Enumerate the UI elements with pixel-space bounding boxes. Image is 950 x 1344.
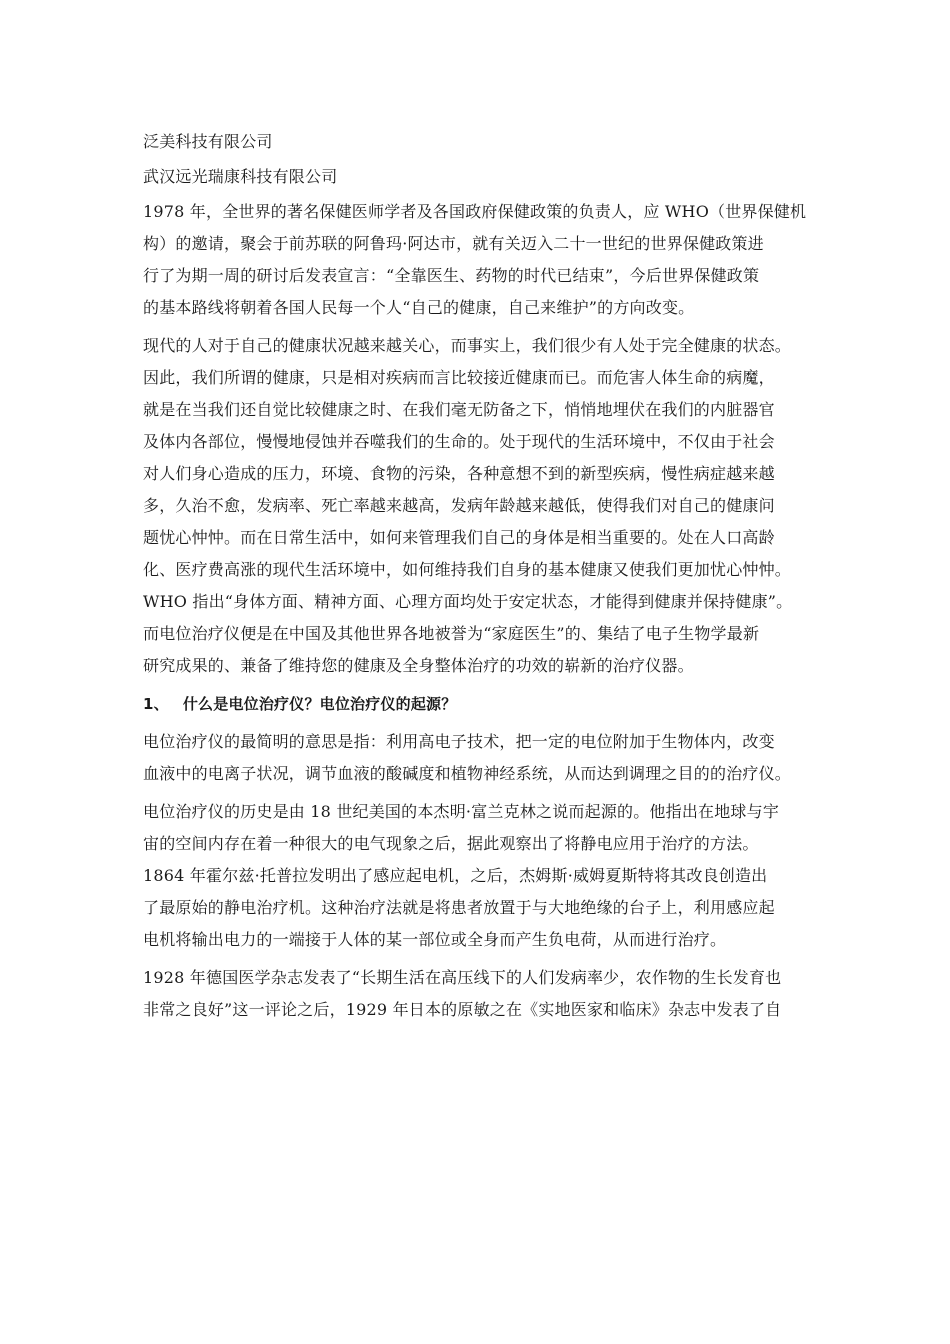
paragraph-line: 了最原始的静电治疗机。这种治疗法就是将患者放置于与大地绝缘的台子上，利用感应起 [143,898,775,917]
paragraph-line: 研究成果的、兼备了维持您的健康及全身整体治疗的功效的崭新的治疗仪器。 [143,656,694,675]
paragraph-line: 因此，我们所谓的健康，只是相对疾病而言比较接近健康而已。而危害人体生命的病魔， [143,368,775,387]
paragraph-line: 而电位治疗仪便是在中国及其他世界各地被誉为“家庭医生”的、集结了电子生物学最新 [143,624,760,643]
paragraph-line: 宙的空间内存在着一种很大的电气现象之后，据此观察出了将静电应用于治疗的方法。 [143,834,759,853]
germany-paragraph [143,962,813,1026]
paragraph-line: 化、医疗费高涨的现代生活环境中，如何维持我们自身的基本健康又使我们更加忧心忡忡。 [143,560,792,579]
health-paragraph [143,330,813,682]
intro-paragraph [143,196,813,324]
paragraph-line: 1928 年德国医学杂志发表了“长期生活在高压线下的人们发病率少，农作物的生长发育也 [143,968,782,987]
company-line: 武汉远光瑞康科技有限公司 [143,167,338,186]
paragraph-line: 电位治疗仪的最简明的意思是指：利用高电子技术，把一定的电位附加于生物体内，改变 [143,732,775,751]
section-title: 什么是电位治疗仪？电位治疗仪的起源？ [182,695,457,713]
document-page [143,126,813,1032]
paragraph-line: 电位治疗仪的历史是由 18 世纪美国的本杰明·富兰克林之说而起源的。他指出在地球与宇 [143,802,780,821]
paragraph-line: 现代的人对于自己的健康状况越来越关心，而事实上，我们很少有人处于完全健康的状态。 [143,336,792,355]
section-number: 1、 [143,695,169,713]
paragraph-line: 构）的邀请，聚会于前苏联的阿鲁玛·阿达市，就有关迈入二十一世纪的世界保健政策进 [143,234,764,253]
history-paragraph [143,796,813,956]
section-heading [143,688,813,720]
company-name-1 [143,126,813,158]
paragraph-line: 就是在当我们还自觉比较健康之时、在我们毫无防备之下，悄悄地埋伏在我们的内脏器官 [143,400,775,419]
paragraph-line: 1978 年，全世界的著名保健医师学者及各国政府保健政策的负责人，应 WHO（世界保健机 [143,202,807,221]
paragraph-line: WHO 指出“身体方面、精神方面、心理方面均处于安定状态，才能得到健康并保持健康”。 [143,592,793,611]
paragraph-line: 题忧心忡忡。而在日常生活中，如何来管理我们自己的身体是相当重要的。处在人口高龄 [143,528,775,547]
company-name-2 [143,161,813,193]
paragraph-line: 行了为期一周的研讨后发表宣言：“全靠医生、药物的时代已结束”，今后世界保健政策 [143,266,760,285]
section-heading-line [143,688,813,720]
paragraph-line: 血液中的电离子状况，调节血液的酸碱度和植物神经系统，从而达到调理之目的的治疗仪。 [143,764,792,783]
paragraph-line: 电机将输出电力的一端接于人体的某一部位或全身而产生负电荷，从而进行治疗。 [143,930,727,949]
paragraph-line: 多，久治不愈，发病率、死亡率越来越高，发病年龄越来越低，使得我们对自己的健康问 [143,496,775,515]
paragraph-line: 1864 年霍尔兹·托普拉发明出了感应起电机，之后，杰姆斯·威姆夏斯特将其改良创造出 [143,866,768,885]
company-line: 泛美科技有限公司 [143,132,273,151]
paragraph-line: 及体内各部位，慢慢地侵蚀并吞噬我们的生命的。处于现代的生活环境中，不仅由于社会 [143,432,775,451]
paragraph-line: 非常之良好”这一评论之后，1929 年日本的原敏之在《实地医家和临床》杂志中发表了自 [143,1000,782,1019]
paragraph-line: 的基本路线将朝着各国人民每一个人“自己的健康，自己来维护”的方向改变。 [143,298,695,317]
paragraph-line: 对人们身心造成的压力，环境、食物的污染，各种意想不到的新型疾病，慢性病症越来越 [143,464,775,483]
definition-paragraph [143,726,813,790]
